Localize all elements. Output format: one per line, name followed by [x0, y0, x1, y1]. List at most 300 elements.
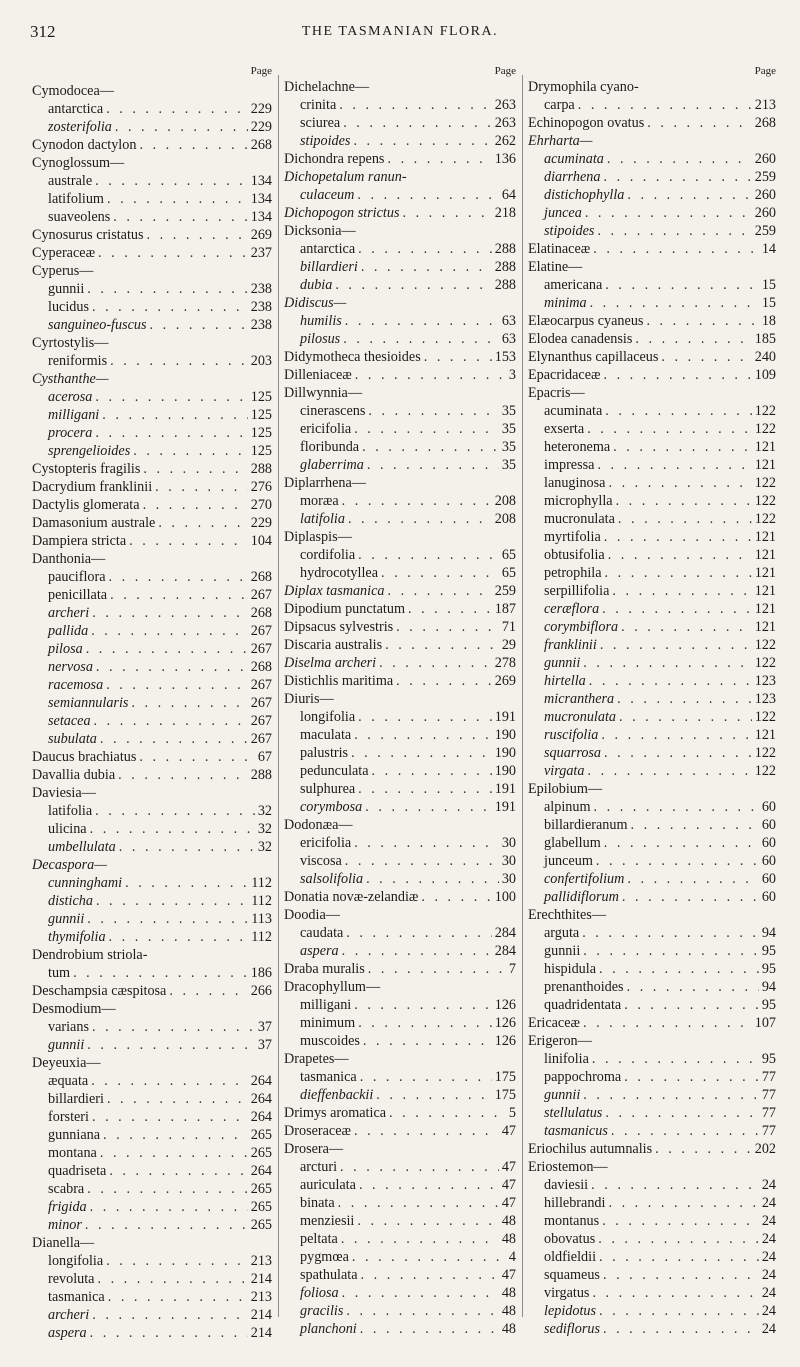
entry-name: petrophila: [544, 565, 602, 581]
dot-leader: [109, 928, 249, 946]
index-entry: [528, 114, 776, 132]
dot-leader: [92, 1306, 247, 1324]
dot-leader: [598, 1230, 759, 1248]
index-entry: [528, 438, 776, 456]
index-entry: [284, 510, 516, 528]
index-entry: [528, 492, 776, 510]
dot-leader: [604, 528, 752, 546]
entry-name: acuminata: [544, 403, 603, 419]
genus-heading: Daviesia—: [32, 785, 96, 801]
index-entry: [32, 118, 272, 136]
entry-page: 268: [250, 137, 272, 153]
entry-name: frigida: [48, 1199, 87, 1215]
index-entry: [284, 1320, 516, 1338]
index-column-2: [284, 60, 516, 1338]
entry-name: gunnii: [544, 943, 581, 959]
dot-leader: [169, 982, 247, 1000]
index-entry: [528, 1320, 776, 1338]
entry-name: Didymotheca thesioides: [284, 349, 421, 365]
dot-leader: [587, 420, 752, 438]
genus-heading: Drapetes—: [284, 1051, 349, 1067]
index-entry: [284, 924, 516, 942]
entry-name: Diselma archeri: [284, 655, 377, 671]
dot-leader: [627, 870, 758, 888]
entry-name: Dactylis glomerata: [32, 497, 140, 513]
index-entry: [284, 1158, 516, 1176]
entry-name: pauciflora: [48, 569, 106, 585]
index-entry: [32, 532, 272, 550]
entry-name: gunniana: [48, 1127, 101, 1143]
entry-page: 95: [761, 1051, 776, 1067]
index-entry: [32, 928, 272, 946]
dot-leader: [624, 1068, 759, 1086]
entry-name: semiannularis: [48, 695, 129, 711]
index-entry: [284, 330, 516, 348]
entry-page: 186: [250, 965, 272, 981]
dot-leader: [608, 1194, 758, 1212]
index-entry: [528, 726, 776, 744]
entry-name: Elæocarpus cyaneus: [528, 313, 644, 329]
entry-name: minor: [48, 1217, 82, 1233]
entry-page: 121: [754, 565, 776, 581]
dot-leader: [631, 816, 759, 834]
genus-heading: Ehrharta—: [528, 133, 593, 149]
index-entry: [32, 226, 272, 244]
dot-leader: [596, 852, 759, 870]
dot-leader: [118, 766, 248, 784]
dot-leader: [583, 1086, 759, 1104]
index-entry: [528, 672, 776, 690]
index-entry: [528, 690, 776, 708]
index-entry: [284, 258, 516, 276]
entry-page: 122: [754, 511, 776, 527]
entry-page: 208: [494, 511, 516, 527]
entry-page: 264: [250, 1109, 272, 1125]
entry-name: stipoides: [544, 223, 595, 239]
dot-leader: [583, 942, 759, 960]
index-entry: [528, 366, 776, 384]
entry-name: pilosa: [48, 641, 83, 657]
dot-leader: [355, 366, 506, 384]
entry-page: 262: [494, 133, 516, 149]
entry-page: 32: [257, 803, 272, 819]
index-entry: [284, 798, 516, 816]
entry-page: 126: [494, 1033, 516, 1049]
index-entry: [32, 1126, 272, 1144]
entry-page: 269: [250, 227, 272, 243]
entry-name: Epacridaceæ: [528, 367, 601, 383]
dot-leader: [345, 312, 499, 330]
dot-leader: [90, 1324, 248, 1342]
column-divider: [278, 75, 279, 1317]
genus-heading: Dracophyllum—: [284, 979, 381, 995]
entry-page: 24: [761, 1285, 776, 1301]
entry-page: 240: [754, 349, 776, 365]
dot-leader: [147, 226, 248, 244]
index-entry: [32, 1072, 272, 1090]
index-entry: [284, 708, 516, 726]
entry-name: Donatia novæ-zelandiæ: [284, 889, 419, 905]
entry-page: 191: [494, 709, 516, 725]
genus-heading: Danthonia—: [32, 551, 106, 567]
dot-leader: [583, 654, 751, 672]
entry-name: Elynanthus capillaceus: [528, 349, 659, 365]
index-entry: [32, 514, 272, 532]
dot-leader: [612, 582, 751, 600]
dot-leader: [381, 564, 499, 582]
entry-name: Distichlis maritima: [284, 673, 394, 689]
entry-page: 4: [508, 1249, 516, 1265]
dot-leader: [591, 1176, 759, 1194]
index-entry: [528, 852, 776, 870]
dot-leader: [86, 640, 248, 658]
entry-name: pilosus: [300, 331, 341, 347]
index-entry: [32, 1198, 272, 1216]
entry-page: 187: [494, 601, 516, 617]
entry-name: acuminata: [544, 151, 604, 167]
entry-page: 267: [250, 587, 272, 603]
genus-heading: Diplarrhena—: [284, 475, 366, 491]
index-entry: [32, 748, 272, 766]
entry-name: gunnii: [48, 281, 85, 297]
entry-name: scabra: [48, 1181, 85, 1197]
dot-leader: [351, 744, 492, 762]
index-entry: [528, 96, 776, 114]
entry-name: tasmanicus: [544, 1123, 608, 1139]
entry-page: 125: [250, 407, 272, 423]
dot-leader: [335, 276, 491, 294]
dot-leader: [604, 744, 752, 762]
entry-page: 60: [761, 871, 776, 887]
index-entry: [32, 766, 272, 784]
index-entry: [284, 204, 516, 222]
entry-page: 95: [761, 961, 776, 977]
entry-page: 122: [754, 655, 776, 671]
index-entry: [32, 478, 272, 496]
entry-page: 24: [761, 1195, 776, 1211]
entry-name: suaveolens: [48, 209, 111, 225]
entry-name: Daucus brachiatus: [32, 749, 137, 765]
dot-leader: [583, 1014, 752, 1032]
entry-name: Elatinaceæ: [528, 241, 591, 257]
entry-name: Dampiera stricta: [32, 533, 127, 549]
genus-heading: Erechthites—: [528, 907, 607, 923]
dot-leader: [585, 204, 752, 222]
index-entry: [528, 564, 776, 582]
entry-name: longifolia: [300, 709, 356, 725]
entry-page: 94: [761, 925, 776, 941]
entry-name: sediflorus: [544, 1321, 600, 1337]
entry-name: arcturi: [300, 1159, 338, 1175]
index-entry: [284, 564, 516, 582]
entry-page: 63: [501, 313, 516, 329]
entry-page: 134: [250, 173, 272, 189]
entry-page: 100: [494, 889, 516, 905]
dot-leader: [376, 1086, 491, 1104]
entry-page: 122: [754, 709, 776, 725]
index-entry: [284, 132, 516, 150]
genus-heading: Cynoglossum—: [32, 155, 125, 171]
entry-page: 267: [250, 677, 272, 693]
index-entry: [284, 780, 516, 798]
index-entry: [284, 114, 516, 132]
dot-leader: [604, 168, 752, 186]
dot-leader: [396, 672, 492, 690]
index-entry: [32, 568, 272, 586]
entry-name: sulphurea: [300, 781, 356, 797]
dot-leader: [605, 564, 752, 582]
entry-page: 268: [754, 115, 776, 131]
dot-leader: [587, 762, 751, 780]
index-entry: [284, 636, 516, 654]
dot-leader: [590, 294, 759, 312]
dot-leader: [592, 1050, 759, 1068]
entry-page: 269: [494, 673, 516, 689]
entry-name: Ericaceæ: [528, 1015, 580, 1031]
index-entry: [32, 1090, 272, 1108]
index-entry: [32, 964, 272, 982]
dot-leader: [655, 1140, 752, 1158]
entry-page: 60: [761, 835, 776, 851]
dot-leader: [143, 460, 247, 478]
entry-page: 202: [754, 1141, 776, 1157]
entry-page: 60: [761, 889, 776, 905]
entry-page: 190: [494, 763, 516, 779]
entry-name: procera: [48, 425, 93, 441]
dot-leader: [597, 222, 751, 240]
entry-name: revoluta: [48, 1271, 95, 1287]
index-entry: [32, 1252, 272, 1270]
index-entry: [528, 618, 776, 636]
entry-page: 47: [501, 1177, 516, 1193]
index-entry: [32, 730, 272, 748]
dot-leader: [367, 456, 499, 474]
entry-name: Discaria australis: [284, 637, 383, 653]
entry-page: 122: [754, 637, 776, 653]
entry-page: 37: [257, 1037, 272, 1053]
dot-leader: [618, 510, 752, 528]
entry-name: gunnii: [544, 1087, 581, 1103]
index-entry: [32, 694, 272, 712]
entry-page: 237: [250, 245, 272, 261]
index-entry: [284, 1212, 516, 1230]
index-entry: [32, 298, 272, 316]
dot-leader: [621, 618, 752, 636]
entry-name: maculata: [300, 727, 352, 743]
dot-leader: [647, 114, 751, 132]
index-entry: [32, 586, 272, 604]
entry-page: 122: [754, 421, 776, 437]
entry-page: 37: [257, 1019, 272, 1035]
genus-heading: Desmodium—: [32, 1001, 116, 1017]
entry-page: 65: [501, 547, 516, 563]
entry-name: moræa: [300, 493, 339, 509]
entry-name: reniformis: [48, 353, 108, 369]
dot-leader: [385, 636, 499, 654]
index-entry: [32, 1288, 272, 1306]
entry-name: heteronema: [544, 439, 611, 455]
genus-heading: Epacris—: [528, 385, 585, 401]
entry-page: 265: [250, 1217, 272, 1233]
dot-leader: [108, 1288, 248, 1306]
entry-page: 112: [251, 893, 272, 909]
index-entry: [528, 924, 776, 942]
entry-page: 24: [761, 1177, 776, 1193]
entry-name: penicillata: [48, 587, 108, 603]
dot-leader: [408, 600, 492, 618]
entry-page: 218: [494, 205, 516, 221]
index-entry: [32, 676, 272, 694]
entry-name: subulata: [48, 731, 97, 747]
entry-page: 7: [508, 961, 516, 977]
entry-name: viscosa: [300, 853, 342, 869]
entry-name: æquata: [48, 1073, 89, 1089]
index-entry: [284, 438, 516, 456]
index-entry: [528, 528, 776, 546]
entry-name: tasmanica: [300, 1069, 357, 1085]
entry-name: stipoides: [300, 133, 351, 149]
dot-leader: [354, 996, 491, 1014]
dot-leader: [424, 348, 492, 366]
dot-leader: [358, 780, 492, 798]
index-entry: [284, 618, 516, 636]
dot-leader: [607, 150, 752, 168]
entry-page: 5: [508, 1105, 516, 1121]
entry-name: Dipsacus sylvestris: [284, 619, 394, 635]
entry-page: 122: [754, 475, 776, 491]
dot-leader: [361, 1266, 499, 1284]
dot-leader: [589, 672, 752, 690]
index-entry: [32, 1270, 272, 1288]
dot-leader: [109, 568, 248, 586]
entry-name: virgata: [544, 763, 585, 779]
dot-leader: [115, 118, 248, 136]
index-entry: [528, 1266, 776, 1284]
dot-leader: [345, 852, 499, 870]
dot-leader: [594, 798, 759, 816]
running-head: THE TASMANIAN FLORA.: [301, 24, 499, 39]
index-entry-wrapped: Drymophila cyano-: [528, 79, 639, 95]
entry-name: milligani: [300, 997, 352, 1013]
entry-name: minima: [544, 295, 587, 311]
dot-leader: [92, 1108, 248, 1126]
entry-name: latifolium: [48, 191, 104, 207]
entry-name: dieffenbackii: [300, 1087, 374, 1103]
dot-leader: [94, 712, 248, 730]
entry-page: 122: [754, 745, 776, 761]
entry-name: dubia: [300, 277, 333, 293]
entry-page: 109: [754, 367, 776, 383]
index-entry: [284, 1086, 516, 1104]
index-entry: [528, 798, 776, 816]
entry-page: 35: [501, 457, 516, 473]
entry-name: lepidotus: [544, 1303, 597, 1319]
entry-page: 48: [501, 1285, 516, 1301]
entry-page: 121: [754, 583, 776, 599]
entry-name: varians: [48, 1019, 89, 1035]
entry-name: cunninghami: [48, 875, 123, 891]
index-entry: [528, 870, 776, 888]
entry-page: 48: [501, 1321, 516, 1337]
entry-page: 64: [501, 187, 516, 203]
dot-leader: [361, 258, 492, 276]
entry-page: 260: [754, 187, 776, 203]
dot-leader: [402, 204, 491, 222]
index-entry: [528, 456, 776, 474]
entry-page: 284: [494, 925, 516, 941]
index-entry: [32, 820, 272, 838]
entry-page: 104: [250, 533, 272, 549]
entry-page: 35: [501, 421, 516, 437]
index-entry: [528, 474, 776, 492]
entry-name: oldfieldii: [544, 1249, 597, 1265]
entry-page: 77: [761, 1087, 776, 1103]
entry-page: 267: [250, 641, 272, 657]
dot-leader: [139, 748, 254, 766]
index-entry: [284, 672, 516, 690]
index-entry: [528, 1122, 776, 1140]
dot-leader: [365, 798, 491, 816]
entry-page: 123: [754, 691, 776, 707]
index-entry: [284, 186, 516, 204]
entry-page: 47: [501, 1159, 516, 1175]
entry-name: Echinopogon ovatus: [528, 115, 645, 131]
index-entry: [32, 1018, 272, 1036]
index-entry: [528, 294, 776, 312]
dot-leader: [85, 1216, 248, 1234]
entry-name: floribunda: [300, 439, 360, 455]
entry-page: 35: [501, 403, 516, 419]
genus-heading: Erigeron—: [528, 1033, 592, 1049]
index-entry: [528, 762, 776, 780]
entry-page: 229: [250, 101, 272, 117]
genus-heading: Cysthanthe—: [32, 371, 109, 387]
entry-name: salsolifolia: [300, 871, 364, 887]
dot-leader: [627, 186, 751, 204]
entry-name: Cynosurus cristatus: [32, 227, 144, 243]
entry-name: exserta: [544, 421, 585, 437]
index-entry: [32, 712, 272, 730]
genus-heading: Doodia—: [284, 907, 340, 923]
index-entry: [32, 640, 272, 658]
entry-page: 270: [250, 497, 272, 513]
entry-page: 288: [250, 461, 272, 477]
index-entry: [528, 330, 776, 348]
entry-name: zosterifolia: [48, 119, 112, 135]
dot-leader: [354, 1122, 499, 1140]
dot-leader: [343, 114, 492, 132]
dot-leader: [109, 1162, 247, 1180]
entry-page: 30: [501, 871, 516, 887]
entry-name: alpinum: [544, 799, 591, 815]
dot-leader: [627, 978, 759, 996]
entry-page: 267: [250, 713, 272, 729]
dot-leader: [624, 996, 759, 1014]
dot-leader: [90, 820, 255, 838]
entry-page: 134: [250, 191, 272, 207]
dot-leader: [125, 874, 248, 892]
entry-name: glaberrima: [300, 457, 364, 473]
dot-leader: [359, 1176, 499, 1194]
index-entry: [32, 352, 272, 370]
dot-leader: [87, 280, 247, 298]
index-entry: [32, 1108, 272, 1126]
dot-leader: [387, 582, 491, 600]
index-entry: [528, 582, 776, 600]
dot-leader: [346, 924, 491, 942]
entry-name: aspera: [48, 1325, 87, 1341]
dot-leader: [354, 726, 492, 744]
